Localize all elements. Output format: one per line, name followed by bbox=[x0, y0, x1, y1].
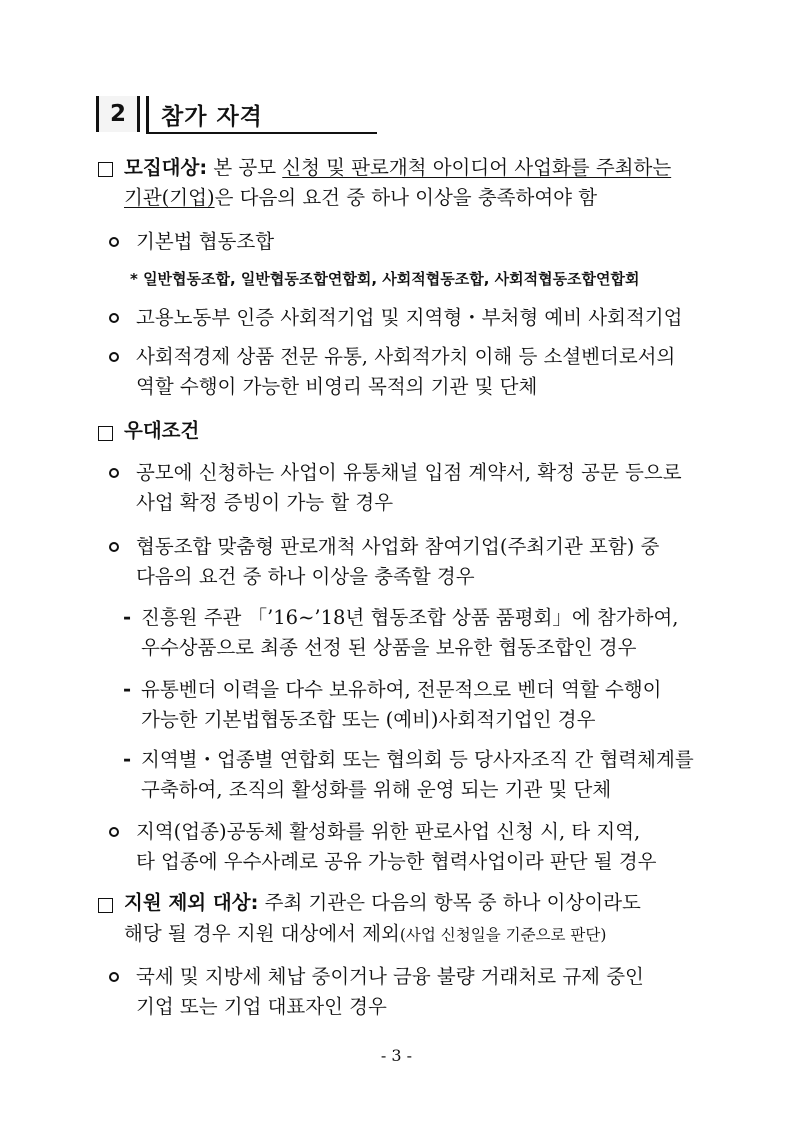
checkbox-square-icon bbox=[98, 426, 113, 441]
dash-bullet: - bbox=[123, 606, 132, 629]
recruit-line2-underlined: 기관(기업) bbox=[124, 186, 215, 209]
preference-sub-2: 유통벤더 이력을 다수 보유하여, 전문적으로 벤더 역할 수행이 bbox=[141, 678, 662, 701]
section-number: 2 bbox=[96, 96, 140, 132]
exclusion-line-1 bbox=[124, 889, 641, 917]
preference-sub-1: 진흥원 주관 「’16∼’18년 협동조합 상품 품평회」에 참가하여, bbox=[141, 606, 679, 629]
exclusion-line-2 bbox=[124, 920, 606, 949]
bullet-circle-icon bbox=[109, 352, 119, 362]
bullet-circle-icon bbox=[109, 313, 119, 323]
bullet-circle-icon bbox=[109, 468, 119, 478]
recruit-line-1 bbox=[124, 154, 671, 182]
preference-sub-3-cont: 구축하여, 조직의 활성화를 위해 운영 되는 기관 및 단체 bbox=[141, 778, 612, 801]
section-header bbox=[96, 96, 378, 136]
recruit-item-1: 기본법 협동조합 bbox=[136, 230, 275, 253]
bullet-circle-icon bbox=[109, 972, 119, 982]
bullet-circle-icon bbox=[109, 827, 119, 837]
exclusion-text: 주최 기관은 다음의 항목 중 하나 이상이라도 bbox=[258, 891, 641, 914]
preference-sub-2-cont: 가능한 기본법협동조합 또는 (예비)사회적기업인 경우 bbox=[141, 708, 596, 731]
preference-item-1-cont: 사업 확정 증빙이 가능 할 경우 bbox=[136, 491, 394, 514]
section-title-box bbox=[146, 96, 377, 134]
preference-item-3: 지역(업종)공동체 활성화를 위한 판로사업 신청 시, 타 지역, bbox=[136, 820, 641, 843]
preference-sub-3: 지역별・업종별 연합회 또는 협의회 등 당사자조직 간 협력체계를 bbox=[141, 748, 694, 771]
exclusion-line2-small: (사업 신청일을 기준으로 판단) bbox=[399, 926, 607, 944]
exclusion-item-1: 국세 및 지방세 체납 중이거나 금융 불량 거래처로 규제 중인 bbox=[136, 965, 644, 988]
recruit-item-2: 고용노동부 인증 사회적기업 및 지역형・부처형 예비 사회적기업 bbox=[136, 306, 683, 329]
recruit-label: 모집대상: bbox=[124, 156, 208, 179]
section-title: 참가 자격 bbox=[161, 104, 263, 130]
recruit-line2-rest: 은 다음의 요건 중 하나 이상을 충족하여야 함 bbox=[214, 186, 598, 209]
recruit-line-2 bbox=[124, 184, 597, 212]
preference-item-3-cont: 타 업종에 우수사례로 공유 가능한 협력사업이라 판단 될 경우 bbox=[136, 850, 657, 873]
page-number: - 3 - bbox=[380, 1046, 413, 1065]
bullet-circle-icon bbox=[109, 237, 119, 247]
recruit-text-underlined: 신청 및 판로개척 아이디어 사업화를 주최하는 bbox=[282, 156, 672, 179]
preference-label: 우대조건 bbox=[124, 419, 200, 442]
checkbox-square-icon bbox=[98, 898, 113, 913]
recruit-text-pre: 본 공모 bbox=[207, 156, 283, 179]
preference-sub-1-cont: 우수상품으로 최종 선정 된 상품을 보유한 협동조합인 경우 bbox=[141, 636, 637, 659]
checkbox-square-icon bbox=[98, 162, 113, 177]
preference-item-1: 공모에 신청하는 사업이 유통채널 입점 계약서, 확정 공문 등으로 bbox=[136, 461, 682, 484]
exclusion-line2: 해당 될 경우 지원 대상에서 제외 bbox=[124, 922, 400, 945]
bullet-circle-icon bbox=[109, 542, 119, 552]
preference-item-2-cont: 다음의 요건 중 하나 이상을 충족할 경우 bbox=[136, 565, 475, 588]
exclusion-label: 지원 제외 대상: bbox=[124, 891, 259, 914]
dash-bullet: - bbox=[123, 748, 132, 771]
dash-bullet: - bbox=[123, 678, 132, 701]
recruit-item-3-cont: 역할 수행이 가능한 비영리 목적의 기관 및 단체 bbox=[136, 375, 538, 398]
recruit-item-3: 사회적경제 상품 전문 유통, 사회적가치 이해 등 소셜벤더로서의 bbox=[136, 345, 676, 368]
exclusion-item-1-cont: 기업 또는 기업 대표자인 경우 bbox=[136, 995, 387, 1018]
recruit-note: * 일반협동조합, 일반협동조합연합회, 사회적협동조합, 사회적협동조합연합회 bbox=[130, 270, 640, 288]
preference-item-2: 협동조합 맞춤형 판로개척 사업화 참여기업(주최기관 포함) 중 bbox=[136, 535, 660, 558]
